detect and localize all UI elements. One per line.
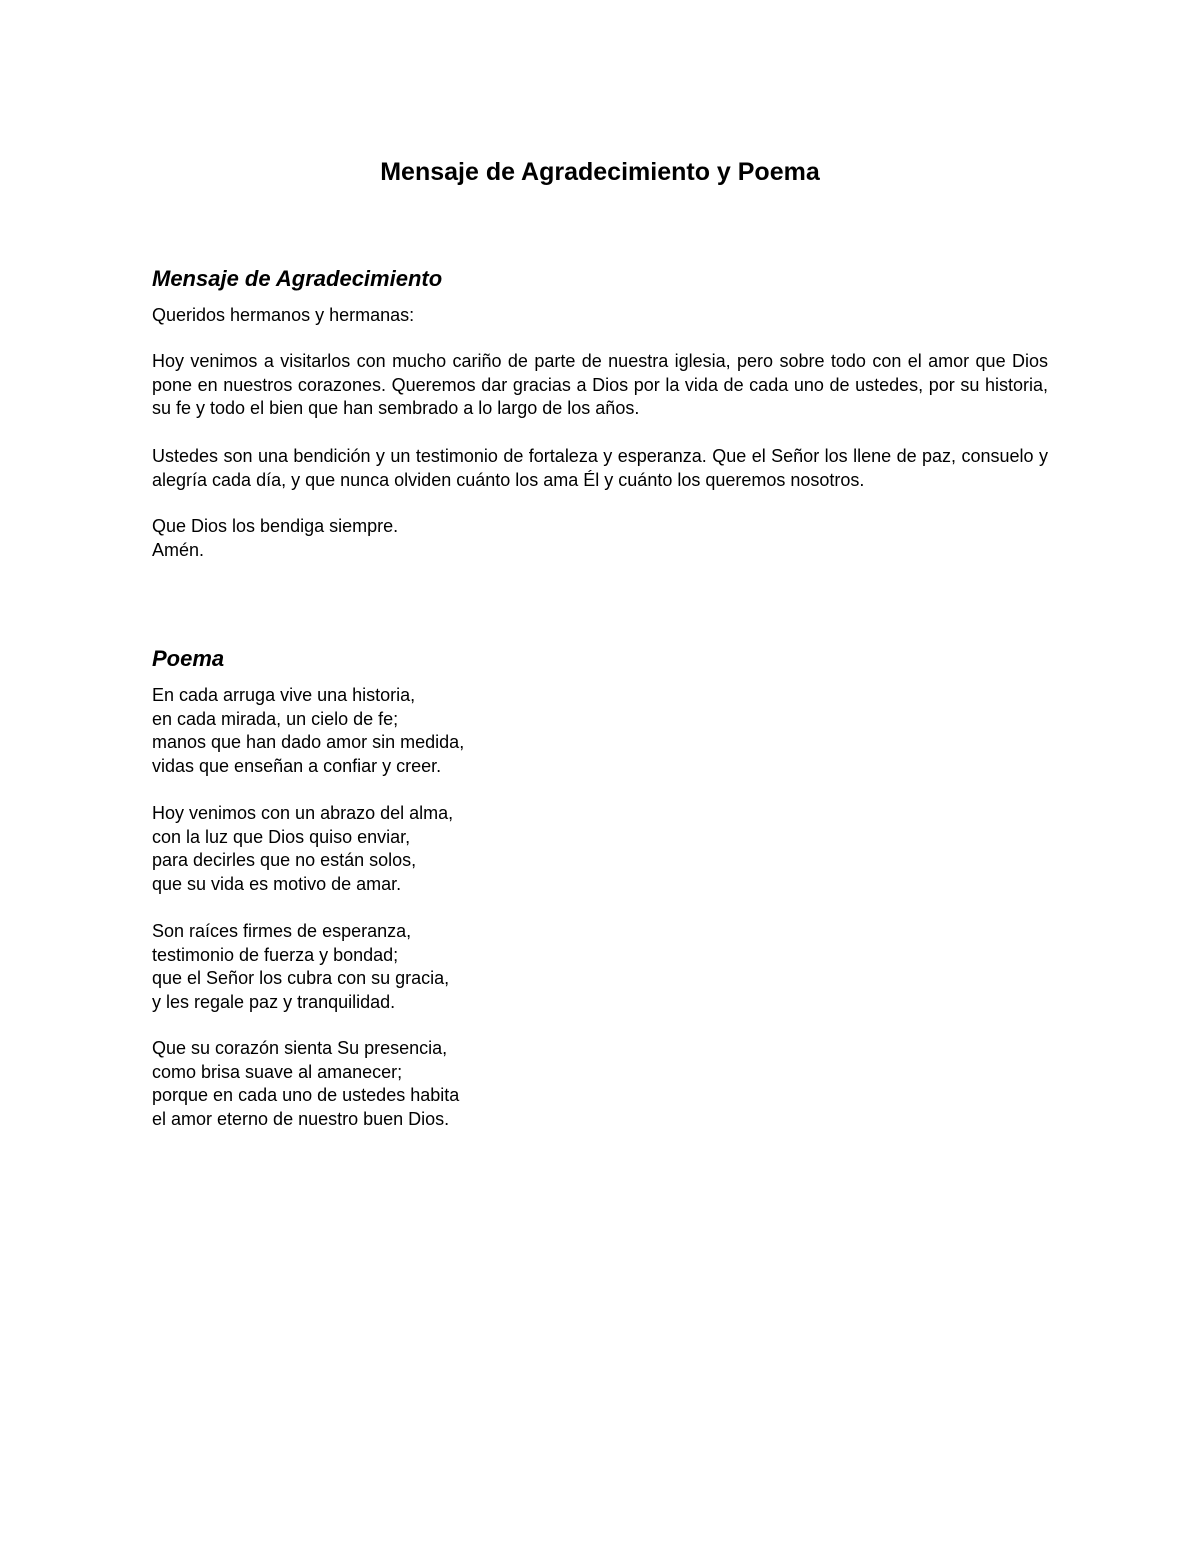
message-paragraph-1: Hoy venimos a visitarlos con mucho cariño de parte de nuestra iglesia, pero sobre todo con el amor que Dios pone en nuestros corazones. Queremos dar gracias a Dios por la vida de cada uno de ustedes, por su historia, su fe y todo el bien que han sembrado a lo largo de los años. [152,351,1048,418]
document-title: Mensaje de Agradecimiento y Poema [380,158,820,186]
poem-line: como brisa suave al amanecer; [152,1061,403,1082]
poem-line: que su vida es motivo de amar. [152,873,402,894]
poem-line: que el Señor los cubra con su gracia, [152,968,450,988]
poem-stanza-3 [152,920,1048,1014]
poem-line: en cada mirada, un cielo de fe; [152,708,399,729]
poem-line: Que su corazón sienta Su presencia, [152,1038,448,1058]
poem-stanza-4 [152,1037,1048,1131]
poem-line: el amor eterno de nuestro buen Dios. [152,1108,450,1129]
message-closing [152,515,1048,562]
poem-line: En cada arruga vive una historia, [152,685,416,705]
poem-line: Hoy venimos con un abrazo del alma, [152,803,454,823]
closing-line-1: Que Dios los bendiga siempre. [152,516,399,536]
poem-line: y les regale paz y tranquilidad. [152,991,396,1012]
message-paragraph-2: Ustedes son una bendición y un testimonio de fortaleza y esperanza. Que el Señor los llene de paz, consuelo y alegría cada día, y que nunca olviden cuánto los ama Él y cuánto los queremos nosotros. [152,446,1048,490]
message-heading: Mensaje de Agradecimiento [152,266,443,291]
poem-line: vidas que enseñan a confiar y creer. [152,755,442,776]
poem-line: manos que han dado amor sin medida, [152,732,465,752]
poem-line: Son raíces firmes de esperanza, [152,921,412,941]
poem-line: testimonio de fuerza y bondad; [152,944,399,965]
poem-stanza-1 [152,684,1048,778]
salutation: Queridos hermanos y hermanas: [152,305,415,325]
poem-heading: Poema [152,646,225,671]
poem-stanza-2 [152,802,1048,896]
poem-line: con la luz que Dios quiso enviar, [152,826,411,847]
poem-line: para decirles que no están solos, [152,850,417,870]
poem-line: porque en cada uno de ustedes habita [152,1085,460,1105]
document-page [152,0,1048,1553]
closing-line-2: Amén. [152,539,205,560]
